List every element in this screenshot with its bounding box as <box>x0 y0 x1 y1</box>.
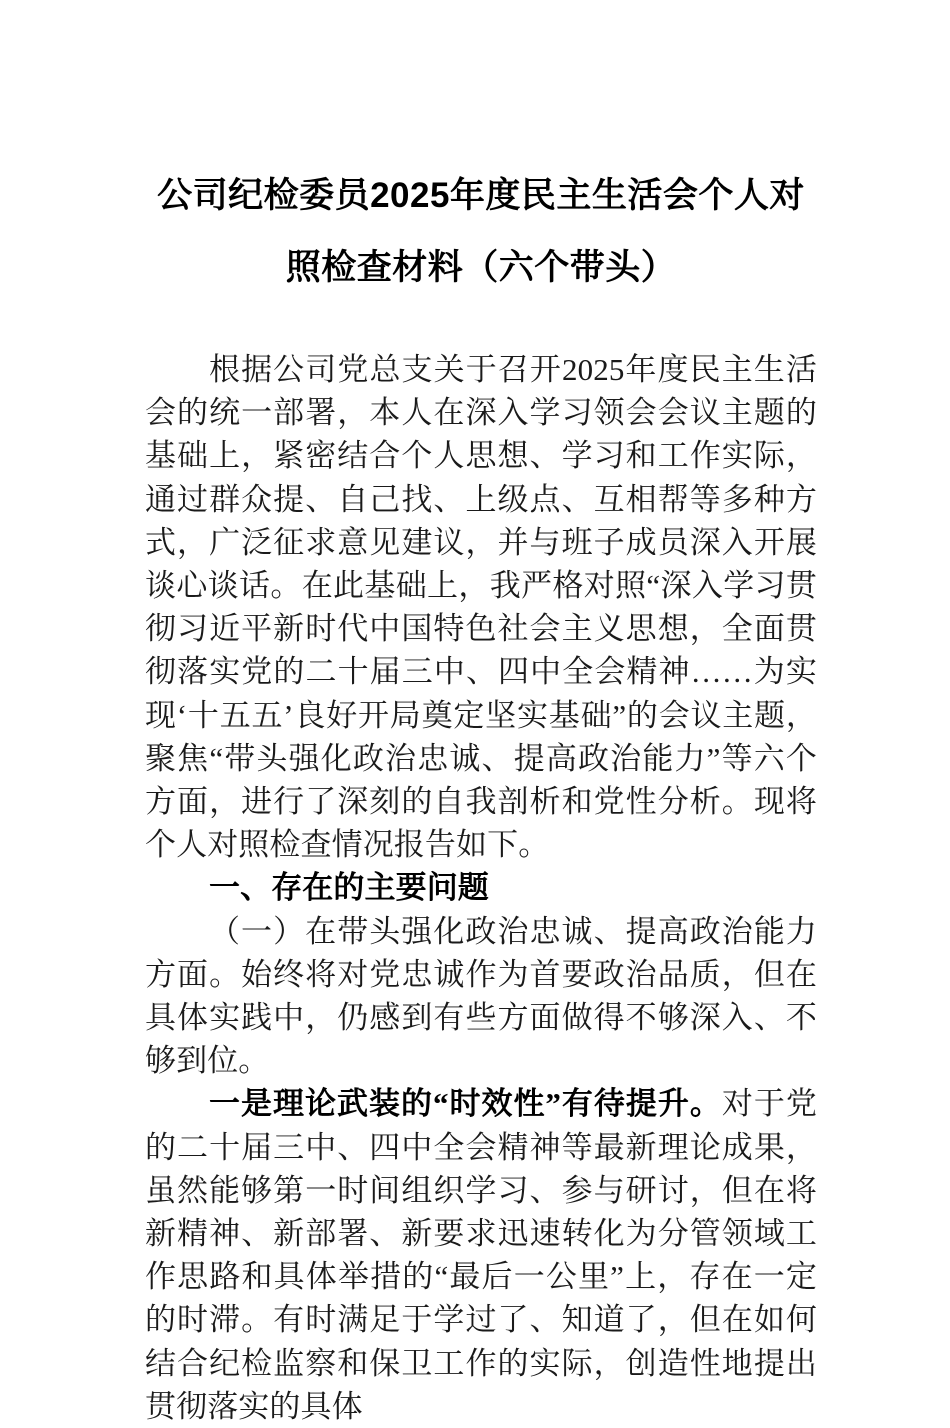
section-heading-main-problems: 一、存在的主要问题 <box>209 870 489 906</box>
paragraph-intro: 根据公司党总支关于召开2025年度民主生活会的统一部署，本人在深入学习领会会议主题的基础上，紧密结合个人思想、学习和工作实际，通过群众提、自己找、上级点、互相帮等多种方式，广泛征求意见建议，并与班子成员深入开展谈心谈话。在此基础上，我严格对照“深入学习贯彻习近平新时代中国特色社会主义思想，全面贯彻落实党的二十届三中、四中全会精神……为实现‘十五五’良好开局奠定坚实基础”的会议主题，聚焦“带头强化政治忠诚、提高政治能力”等六个方面，进行了深刻的自我剖析和党性分析。现将个人对照检查情况报告如下。 <box>145 352 817 863</box>
document-title-line-1: 公司纪检委员2025年度民主生活会个人对 <box>157 176 805 215</box>
document-title <box>145 0 817 304</box>
paragraph-subsection-one: （一）在带头强化政治忠诚、提高政治能力方面。始终将对党忠诚作为首要政治品质，但在具体实践中，仍感到有些方面做得不够深入、不够到位。 <box>145 913 817 1079</box>
document-title-line-2: 照检查材料（六个带头） <box>285 248 677 287</box>
paragraph-point-one-lead: 一是理论武装的“时效性”有待提升。 <box>209 1086 722 1122</box>
document-body <box>145 348 817 1428</box>
document-content-column <box>145 0 817 1428</box>
paragraph-point-one <box>145 1082 817 1428</box>
paragraph-point-one-text: 对于党的二十届三中、四中全会精神等最新理论成果，虽然能够第一时间组织学习、参与研讨，但在将新精神、新部署、新要求迅速转化为分管领域工作思路和具体举措的“最后一公里”上，存在一定的时滞。有时满足于学过了、知道了，但在如何结合纪检监察和保卫工作的实际，创造性地提出贯彻落实的具体 <box>145 1086 817 1424</box>
